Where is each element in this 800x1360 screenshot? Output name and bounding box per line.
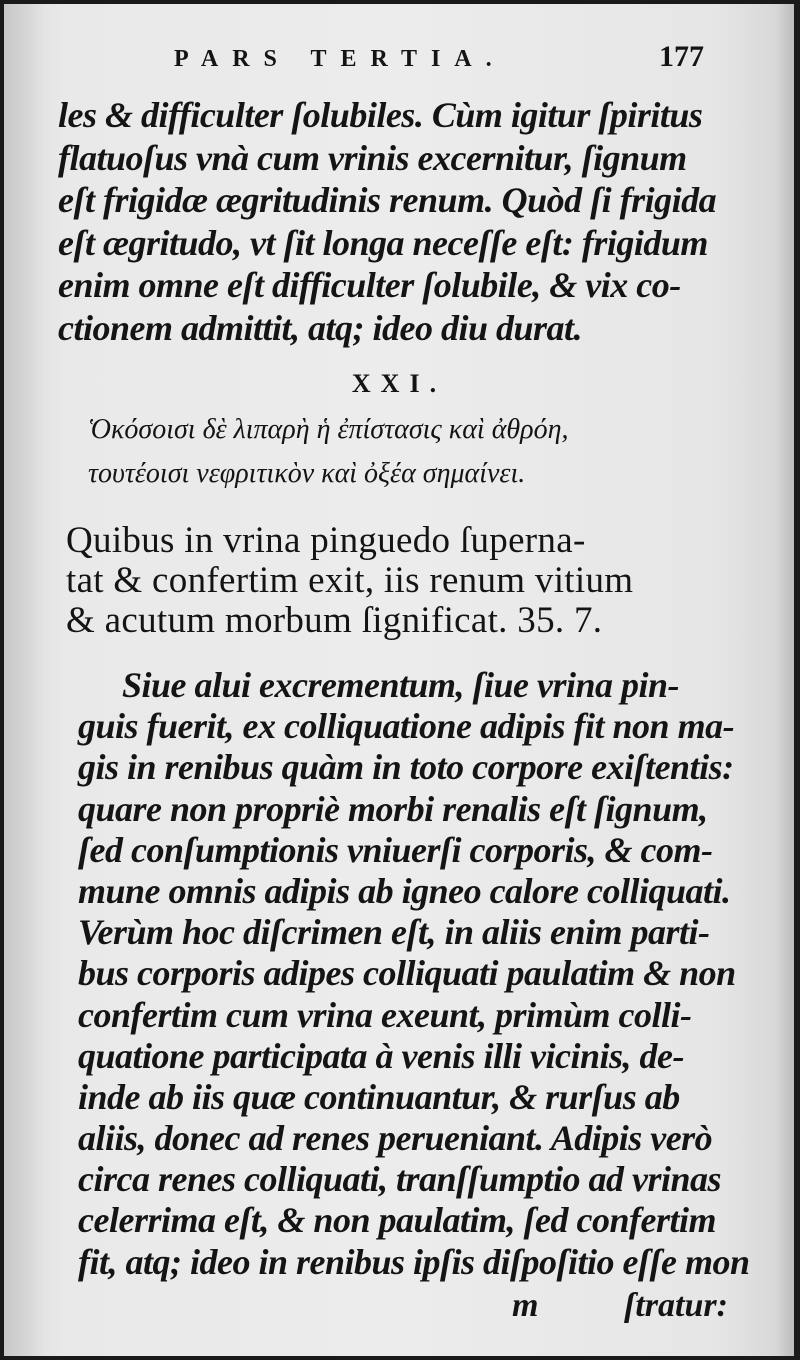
text-line: enim omne eſt difficulter ſolubile, & vix co- [58, 265, 681, 305]
text-line: quare non propriè morbi renalis eſt ſignum, [78, 788, 708, 829]
greek-aphorism [88, 408, 728, 496]
section-number: XXI. [351, 369, 447, 398]
text-line: ſed conſumptionis vniuerſi corporis, & com- [78, 829, 713, 870]
text-line: ctionem admittit, atq; ideo diu durat. [58, 307, 583, 348]
catchword: ſtratur: [624, 1287, 728, 1324]
greek-line: Ὁκόσοισι δὲ λιπαρὴ ἡ ἐπίστασις καὶ ἀθρόη, [88, 414, 569, 445]
text-line: inde ab iis quæ continuantur, & rurſus ab [78, 1076, 680, 1117]
latin-line: Quibus in vrina pinguedo ſuperna- [66, 520, 586, 561]
text-line: bus corporis adipes colliquati paulatim & non [78, 953, 736, 994]
text-line: fit, atq; ideo in renibus ipſis diſpoſitio eſſe mon [78, 1241, 750, 1282]
text-line: mune omnis adipis ab igneo calore colliquati. [78, 870, 731, 911]
signature-mark: m [512, 1287, 539, 1324]
page-gutter-shadow [4, 4, 44, 1356]
text-line: flatuoſus vnà cum vrinis excernitur, ſignum [58, 137, 687, 178]
latin-line: & acutum morbum ſignificat. 35. 7. [66, 600, 603, 641]
text-line: Verùm hoc diſcrimen eſt, in aliis enim parti- [78, 912, 710, 953]
commentary-main [78, 664, 750, 1282]
page-number: 177 [659, 40, 704, 73]
running-head: PARS TERTIA. [174, 46, 506, 72]
text-line: aliis, donec ad renes perueniant. Adipis verò [78, 1118, 713, 1159]
greek-line: τουτέοισι νεφριτικὸν καὶ ὀξέα σημαίνει. [88, 458, 526, 489]
text-line: circa renes colliquati, tranſſumptio ad vrinas [78, 1159, 722, 1200]
text-line: eſt frigidæ ægritudinis renum. Quòd ſi frigida [58, 180, 717, 220]
latin-line: tat & confertim exit, iis renum vitium [66, 560, 634, 601]
text-line: confertim cum vrina exeunt, primùm colli- [78, 994, 692, 1035]
commentary-top [58, 94, 718, 349]
text-line: quatione participata à venis illi vicinis, de- [78, 1035, 684, 1076]
text-line: eſt ægritudo, vt ſit longa neceſſe eſt: frigidum [58, 222, 708, 263]
text-line: les & difficulter ſolubiles. Cùm igitur ſpiritus [58, 95, 703, 135]
latin-aphorism [66, 521, 726, 641]
book-page [4, 4, 794, 1356]
text-line: guis fuerit, ex colliquatione adipis fit non ma- [78, 706, 735, 747]
page-edge-shadow [776, 4, 794, 1356]
text-line: gis in renibus quàm in toto corpore exiſtentis: [78, 747, 734, 788]
text-line: Siue alui excrementum, ſiue vrina pin- [122, 665, 680, 705]
text-line: celerrima eſt, & non paulatim, ſed confertim [78, 1200, 716, 1241]
